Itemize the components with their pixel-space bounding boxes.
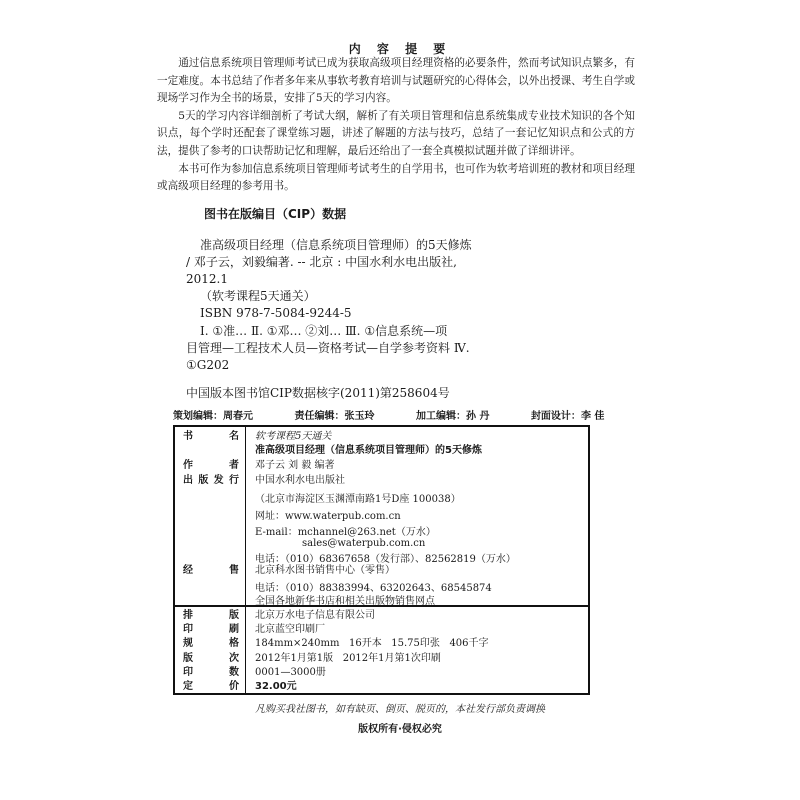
cip-line: / 邓子云，刘毅编著. -- 北京 : 中国水利水电出版社,: [186, 255, 457, 269]
price-label: 定 价: [183, 681, 239, 692]
book-title: 准高级项目经理（信息系统项目管理师）的5天修炼: [255, 445, 482, 456]
summary-paragraph-1: 通过信息系统项目管理师考试已成为获取高级项目经理资格的必要条件，然而考试知识点繁多，有一定难度。本书总结了作者多年来从事软考教育培训与试题研究的心得体会，以外出授课、考生自学或现场学习作为全书的场景，安排了5天的学习内容。: [157, 57, 635, 105]
planning-editor: 周春元: [223, 411, 253, 422]
publisher-address: （北京市海淀区玉渊潭南路1号D座 100038）: [255, 494, 461, 505]
edition-label: 版 次: [183, 653, 239, 664]
cip-class-line: Ⅰ. ①准… Ⅱ. ①邓… ②刘… Ⅲ. ①信息系统—项: [200, 324, 448, 338]
publisher: 中国水利水电出版社: [255, 475, 345, 486]
summary-paragraph-2: 5天的学习内容详细剖析了考试大纲，解析了有关项目管理和信息系统集成专业技术知识的各个知识点，每个学时还配套了课堂练习题，讲述了解题的方法与技巧，总结了一套记忆知识点和公式的方法，提供了参考的口诀帮助记忆和理解，最后还给出了一套全真模拟试题并做了详细讲评。: [157, 109, 635, 157]
distributor-label: 经 售: [183, 565, 239, 576]
cip-class-line: ①G202: [186, 358, 230, 372]
typesetting: 北京万水电子信息有限公司: [255, 610, 375, 621]
cip-number: 中国版本图书馆CIP数据核字(2011)第258604号: [186, 386, 450, 400]
author: 邓子云 刘 毅 编著: [255, 460, 335, 471]
copies: 0001—3000册: [255, 667, 326, 678]
staff-credits: [173, 407, 614, 422]
publisher-email: E-mail：mchannel@263.net（万水）: [255, 527, 436, 538]
distributor: 北京科水图书销售中心（零售）: [255, 565, 395, 576]
summary-text: [157, 55, 635, 196]
publisher-email-2: sales@waterpub.com.cn: [302, 538, 426, 549]
copies-label: 印 数: [183, 667, 239, 678]
cip-record: [186, 237, 472, 322]
printing-label: 印 刷: [183, 624, 239, 635]
cip-heading: 图书在版编目（CIP）数据: [204, 207, 347, 221]
printing: 北京蓝空印刷厂: [255, 624, 325, 635]
return-notice: 凡购买我社图书，如有缺页、倒页、脱页的，本社发行部负责调换: [255, 704, 545, 715]
cip-line: 准高级项目经理（信息系统项目管理师）的5天修炼: [200, 238, 472, 252]
spec-label: 规 格: [183, 638, 239, 649]
publisher-phone: 电话：（010）68367658（发行部）、82562819（万水）: [255, 554, 516, 565]
summary-title: 内 容 提 要: [348, 42, 452, 56]
publisher-website: 网址：www.waterpub.com.cn: [255, 511, 401, 522]
cip-line: ISBN 978-7-5084-9244-5: [200, 306, 352, 320]
editor-label: 责任编辑：: [294, 411, 345, 422]
processing-label: 加工编辑：: [415, 411, 466, 422]
typesetting-label: 排 版: [183, 610, 239, 621]
distributor-phone: 电话：（010）88383994、63202643、68545874: [255, 583, 492, 594]
publisher-label: 出版发行: [183, 475, 239, 486]
series-name: 软考课程5天通关: [255, 431, 332, 442]
publication-info-table: [173, 425, 590, 695]
planning-label: 策划编辑：: [173, 411, 223, 422]
summary-paragraph-3: 本书可作为参加信息系统项目管理师考试考生的自学用书，也可作为软考培训班的教材和项目经理或高级项目经理的参考用书。: [157, 162, 635, 193]
cip-classification: [186, 323, 526, 374]
cip-line: （软考课程5天通关）: [200, 289, 316, 303]
edition: 2012年1月第1版 2012年1月第1次印刷: [255, 653, 441, 664]
series-label: 书 名: [183, 431, 239, 442]
cover-label: 封面设计：: [530, 411, 581, 422]
spec: 184mm×240mm 16开本 15.75印张 406千字: [255, 638, 489, 649]
price: 32.00元: [255, 681, 297, 692]
responsible-editor: 张玉玲: [344, 411, 375, 422]
processing-editor: 孙 丹: [465, 411, 490, 422]
copyright-notice: 版权所有·侵权必究: [358, 724, 442, 735]
cover-designer: 李 佳: [580, 411, 605, 422]
column-divider: [245, 427, 246, 693]
cip-class-line: 目管理—工程技术人员—资格考试—自学参考资料 Ⅳ.: [186, 341, 470, 355]
cip-line: 2012.1: [186, 272, 228, 286]
distributor-network: 全国各地新华书店和相关出版物销售网点: [255, 596, 435, 607]
author-label: 作 者: [183, 460, 239, 471]
